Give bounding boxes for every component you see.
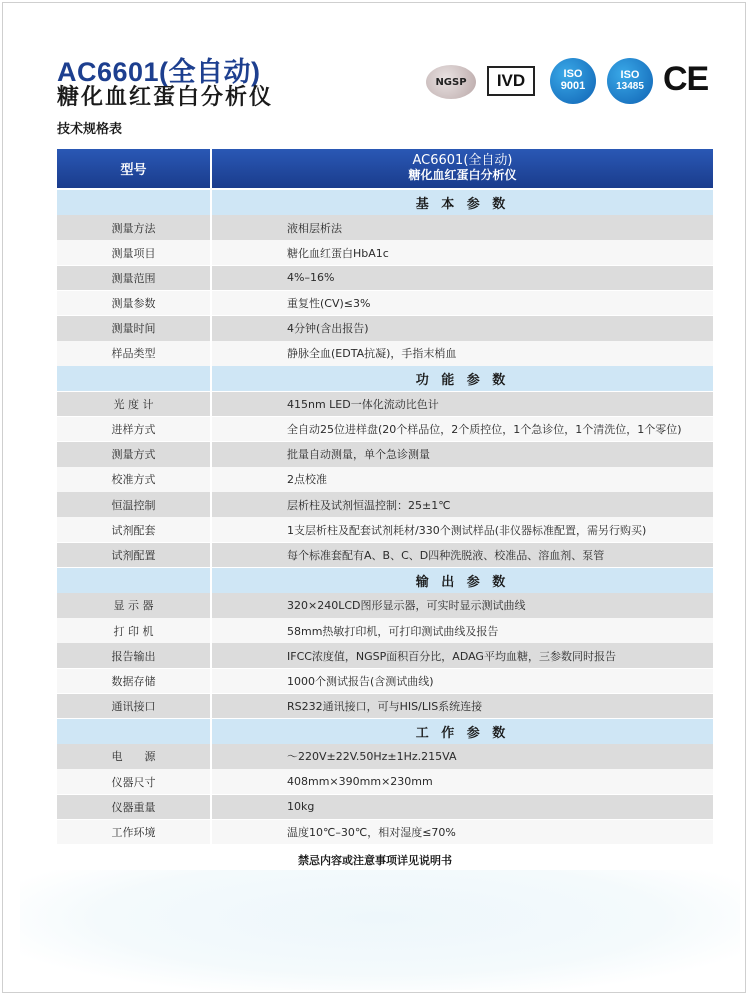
spec-value: 温度10℃–30℃，相对湿度≤70% [212, 820, 713, 845]
spec-table-row [57, 820, 713, 845]
spec-label: 试剂配套 [57, 517, 210, 542]
spec-table-header [57, 149, 713, 188]
spec-label: 数据存储 [57, 669, 210, 694]
spec-table-row [57, 618, 713, 643]
iso-13485-badge-top: ISO [620, 68, 640, 81]
spec-table-row [57, 266, 713, 291]
section-title: 工 作 参 数 [212, 719, 713, 744]
spec-section-row [57, 366, 713, 391]
spec-table-row [57, 543, 713, 568]
spec-value: 静脉全血(EDTA抗凝)，手指末梢血 [212, 341, 713, 366]
spec-table-row [57, 215, 713, 240]
spec-label: 显 示 器 [57, 593, 210, 618]
spec-section-row [57, 719, 713, 744]
ivd-badge [487, 66, 535, 96]
model-header-value [212, 149, 713, 188]
spec-label: 校准方式 [57, 467, 210, 492]
spec-value: ～220V±22V.50Hz±1Hz.215VA [212, 744, 713, 769]
ce-mark [663, 60, 708, 99]
spec-table-row [57, 795, 713, 820]
spec-value: 糖化血红蛋白HbA1c [212, 240, 713, 265]
spec-value: 320×240LCD图形显示器，可实时显示测试曲线 [212, 593, 713, 618]
section-title: 基 本 参 数 [212, 190, 713, 215]
spec-value: 4分钟(含出报告) [212, 316, 713, 341]
spec-section-row [57, 190, 713, 215]
spec-value: 10kg [212, 795, 713, 820]
spec-label: 仪器尺寸 [57, 769, 210, 794]
spec-value: RS232通讯接口，可与HIS/LIS系统连接 [212, 694, 713, 719]
spec-value: IFCC浓度值，NGSP面积百分比，ADAG平均血糖，三参数同时报告 [212, 643, 713, 668]
spec-value: 1000个测试报告(含测试曲线) [212, 669, 713, 694]
spec-table-row [57, 744, 713, 769]
iso-9001-badge-top: ISO [563, 68, 583, 81]
ngsp-logo-text: NGSP [435, 76, 467, 88]
spec-table-row [57, 517, 713, 542]
iso-13485-badge-number: 13485 [616, 80, 644, 92]
spec-table-body [57, 190, 713, 844]
spec-section-row [57, 568, 713, 593]
iso-13485-badge [607, 58, 653, 104]
ngsp-logo [426, 65, 476, 99]
spec-table-row [57, 392, 713, 417]
spec-value: 每个标准套配有A、B、C、D四种洗脱液、校准品、溶血剂、泵管 [212, 543, 713, 568]
spec-value: 全自动25位进样盘(20个样品位，2个质控位，1个急诊位，1个清洗位，1个零位) [212, 417, 713, 442]
spec-value: 2点校准 [212, 467, 713, 492]
model-header-value-line1: AC6601(全自动) [412, 153, 513, 169]
spec-label: 测量时间 [57, 316, 210, 341]
spec-table-row [57, 240, 713, 265]
spec-label: 测量参数 [57, 291, 210, 316]
product-name-title: 糖化血红蛋白分析仪 [57, 85, 274, 110]
iso-9001-badge [550, 58, 596, 104]
bottom-decoration [20, 870, 740, 990]
spec-value: 重复性(CV)≤3% [212, 291, 713, 316]
iso-9001-badge-number: 9001 [560, 80, 586, 92]
section-title: 输 出 参 数 [212, 568, 713, 593]
spec-value: 415nm LED一体化流动比色计 [212, 392, 713, 417]
spec-label: 恒温控制 [57, 492, 210, 517]
model-header-label: 型号 [57, 149, 210, 188]
spec-sheet-subtitle: 技术规格表 [57, 122, 123, 137]
section-label-cell [57, 568, 210, 593]
spec-table-row [57, 316, 713, 341]
spec-table-row [57, 694, 713, 719]
spec-table-row [57, 643, 713, 668]
spec-value: 58mm热敏打印机，可打印测试曲线及报告 [212, 618, 713, 643]
section-label-cell [57, 190, 210, 215]
spec-label: 仪器重量 [57, 795, 210, 820]
spec-table-row [57, 467, 713, 492]
spec-value: 408mm×390mm×230mm [212, 769, 713, 794]
product-model-title: AC6601(全自动) [57, 57, 261, 87]
spec-value: 批量自动测量，单个急诊测量 [212, 442, 713, 467]
spec-table-row [57, 291, 713, 316]
spec-table-row [57, 593, 713, 618]
spec-value: 4%–16% [212, 266, 713, 291]
section-label-cell [57, 719, 210, 744]
spec-label: 测量范围 [57, 266, 210, 291]
spec-label: 测量方式 [57, 442, 210, 467]
model-header-value-line2: 糖化血红蛋白分析仪 [408, 168, 517, 183]
section-label-cell [57, 366, 210, 391]
footer-note: 禁忌内容或注意事项详见说明书 [298, 854, 452, 867]
spec-label: 测量项目 [57, 240, 210, 265]
section-title: 功 能 参 数 [212, 366, 713, 391]
spec-table-row [57, 341, 713, 366]
spec-table-row [57, 417, 713, 442]
spec-label: 试剂配置 [57, 543, 210, 568]
spec-value: 层析柱及试剂恒温控制：25±1℃ [212, 492, 713, 517]
spec-label: 电 源 [57, 744, 210, 769]
spec-label: 打 印 机 [57, 618, 210, 643]
spec-label: 通讯接口 [57, 694, 210, 719]
ivd-badge-text: IVD [496, 71, 526, 90]
spec-label: 测量方法 [57, 215, 210, 240]
spec-value: 1支层析柱及配套试剂耗材/330个测试样品(非仪器标准配置，需另行购买) [212, 517, 713, 542]
spec-value: 液相层析法 [212, 215, 713, 240]
spec-label: 工作环境 [57, 820, 210, 845]
spec-table-row [57, 492, 713, 517]
spec-table-row [57, 769, 713, 794]
spec-label: 样品类型 [57, 341, 210, 366]
spec-table-row [57, 669, 713, 694]
spec-table-row [57, 442, 713, 467]
spec-label: 进样方式 [57, 417, 210, 442]
spec-label: 光 度 计 [57, 392, 210, 417]
spec-label: 报告输出 [57, 643, 210, 668]
spec-table [57, 149, 713, 844]
ce-mark-text: CE [663, 60, 709, 98]
